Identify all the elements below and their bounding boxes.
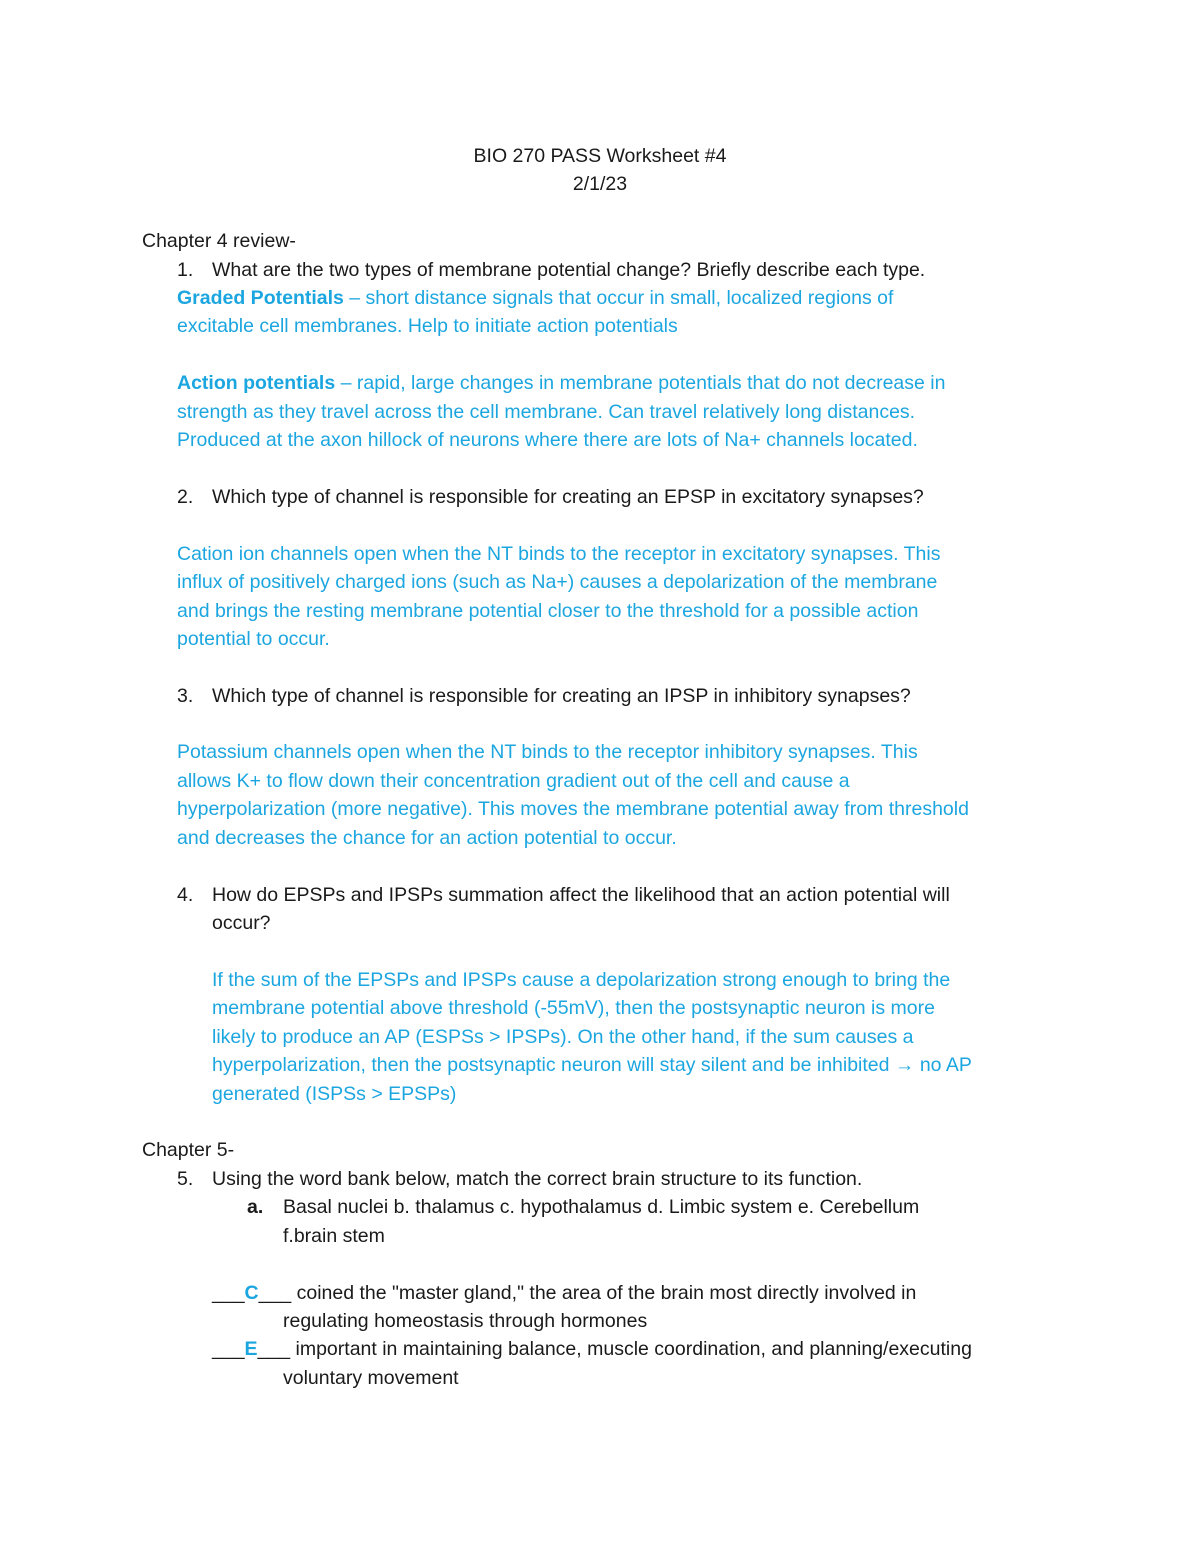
answer-4-line: generated (ISPSs > EPSPs)	[212, 1083, 457, 1105]
question-2-number: 2.	[177, 486, 194, 508]
question-3-text: Which type of channel is responsible for creating an IPSP in inhibitory synapses?	[212, 685, 911, 707]
match-item-1-text: ___ coined the "master gland," the area of the brain most directly involved in	[258, 1282, 917, 1304]
question-3	[177, 684, 911, 708]
answer-1-action-line-2: strength as they travel across the cell membrane. Can travel relatively long distances.	[177, 401, 916, 423]
answer-2-line: Cation ion channels open when the NT binds to the receptor in excitatory synapses. This	[177, 543, 941, 565]
word-bank	[247, 1195, 919, 1219]
answer-2-line: influx of positively charged ions (such as Na+) causes a depolarization of the membrane	[177, 571, 938, 593]
answer-3-line: allows K+ to flow down their concentration gradient out of the cell and cause a	[177, 770, 850, 792]
answer-1-action-line-1: – rapid, large changes in membrane potentials that do not decrease in	[335, 372, 946, 394]
question-5-number: 5.	[177, 1168, 194, 1190]
answer-3-line: Potassium channels open when the NT binds to the receptor inhibitory synapses. This	[177, 741, 918, 763]
answer-1-graded-line-1: – short distance signals that occur in small, localized regions of	[343, 287, 894, 309]
answer-1-graded	[177, 286, 893, 310]
answer-4-line: If the sum of the EPSPs and IPSPs cause a depolarization strong enough to bring the	[212, 969, 951, 991]
match-item-2	[212, 1337, 972, 1361]
question-2	[177, 485, 924, 509]
answer-3-line: hyperpolarization (more negative). This moves the membrane potential away from threshold	[177, 798, 969, 820]
match-item-2-answer: E	[244, 1338, 258, 1360]
arrow-right-icon: →	[894, 1054, 915, 1076]
chapter4-heading: Chapter 4 review-	[142, 230, 296, 252]
question-1-number: 1.	[177, 259, 194, 281]
question-1-text: What are the two types of membrane potential change? Briefly describe each type.	[212, 259, 926, 281]
action-potentials-term: Action potentials	[177, 372, 336, 394]
answer-1-graded-line-2: excitable cell membranes. Help to initiate action potentials	[177, 315, 678, 337]
word-bank-letter-a: a.	[247, 1196, 264, 1218]
worksheet-title: BIO 270 PASS Worksheet #4	[473, 145, 727, 167]
worksheet-date: 2/1/23	[572, 173, 628, 195]
question-4-number: 4.	[177, 884, 194, 906]
match-item-2-line-2: voluntary movement	[283, 1367, 459, 1389]
answer-1-action	[177, 371, 945, 395]
answer-4-line-tail: no AP	[914, 1054, 972, 1076]
answer-4-line: membrane potential above threshold (-55mV), then the postsynaptic neuron is more	[212, 997, 935, 1019]
question-5-text: Using the word bank below, match the correct brain structure to its function.	[212, 1168, 863, 1190]
answer-4-line-text: hyperpolarization, then the postsynaptic neuron will stay silent and be inhibited	[212, 1054, 895, 1076]
match-item-2-text: ___ important in maintaining balance, muscle coordination, and planning/executing	[257, 1338, 972, 1360]
question-2-text: Which type of channel is responsible for creating an EPSP in excitatory synapses?	[212, 486, 924, 508]
chapter5-heading: Chapter 5-	[142, 1139, 235, 1161]
match-item-2-blank-pre: ___	[212, 1338, 245, 1360]
match-item-1-answer: C	[244, 1282, 259, 1304]
question-1	[177, 258, 925, 282]
answer-2-line: potential to occur.	[177, 628, 330, 650]
question-4-text-line-2: occur?	[212, 912, 271, 934]
word-bank-line-1: Basal nuclei b. thalamus c. hypothalamus d. Limbic system e. Cerebellum	[283, 1196, 920, 1218]
answer-4-line	[212, 1053, 972, 1077]
question-5	[177, 1167, 862, 1191]
question-3-number: 3.	[177, 685, 194, 707]
match-item-1-line-2: regulating homeostasis through hormones	[283, 1310, 648, 1332]
match-item-1-blank-pre: ___	[212, 1282, 245, 1304]
match-item-1	[212, 1281, 916, 1305]
question-4	[177, 883, 950, 907]
question-4-text: How do EPSPs and IPSPs summation affect the likelihood that an action potential will	[212, 884, 950, 906]
answer-3-line: and decreases the chance for an action potential to occur.	[177, 827, 677, 849]
graded-potentials-term: Graded Potentials	[177, 287, 344, 309]
answer-1-action-line-3: Produced at the axon hillock of neurons where there are lots of Na+ channels located.	[177, 429, 918, 451]
word-bank-line-2: f.brain stem	[283, 1225, 385, 1247]
answer-2-line: and brings the resting membrane potential closer to the threshold for a possible action	[177, 600, 919, 622]
answer-4-line: likely to produce an AP (ESPSs > IPSPs). On the other hand, if the sum causes a	[212, 1026, 914, 1048]
